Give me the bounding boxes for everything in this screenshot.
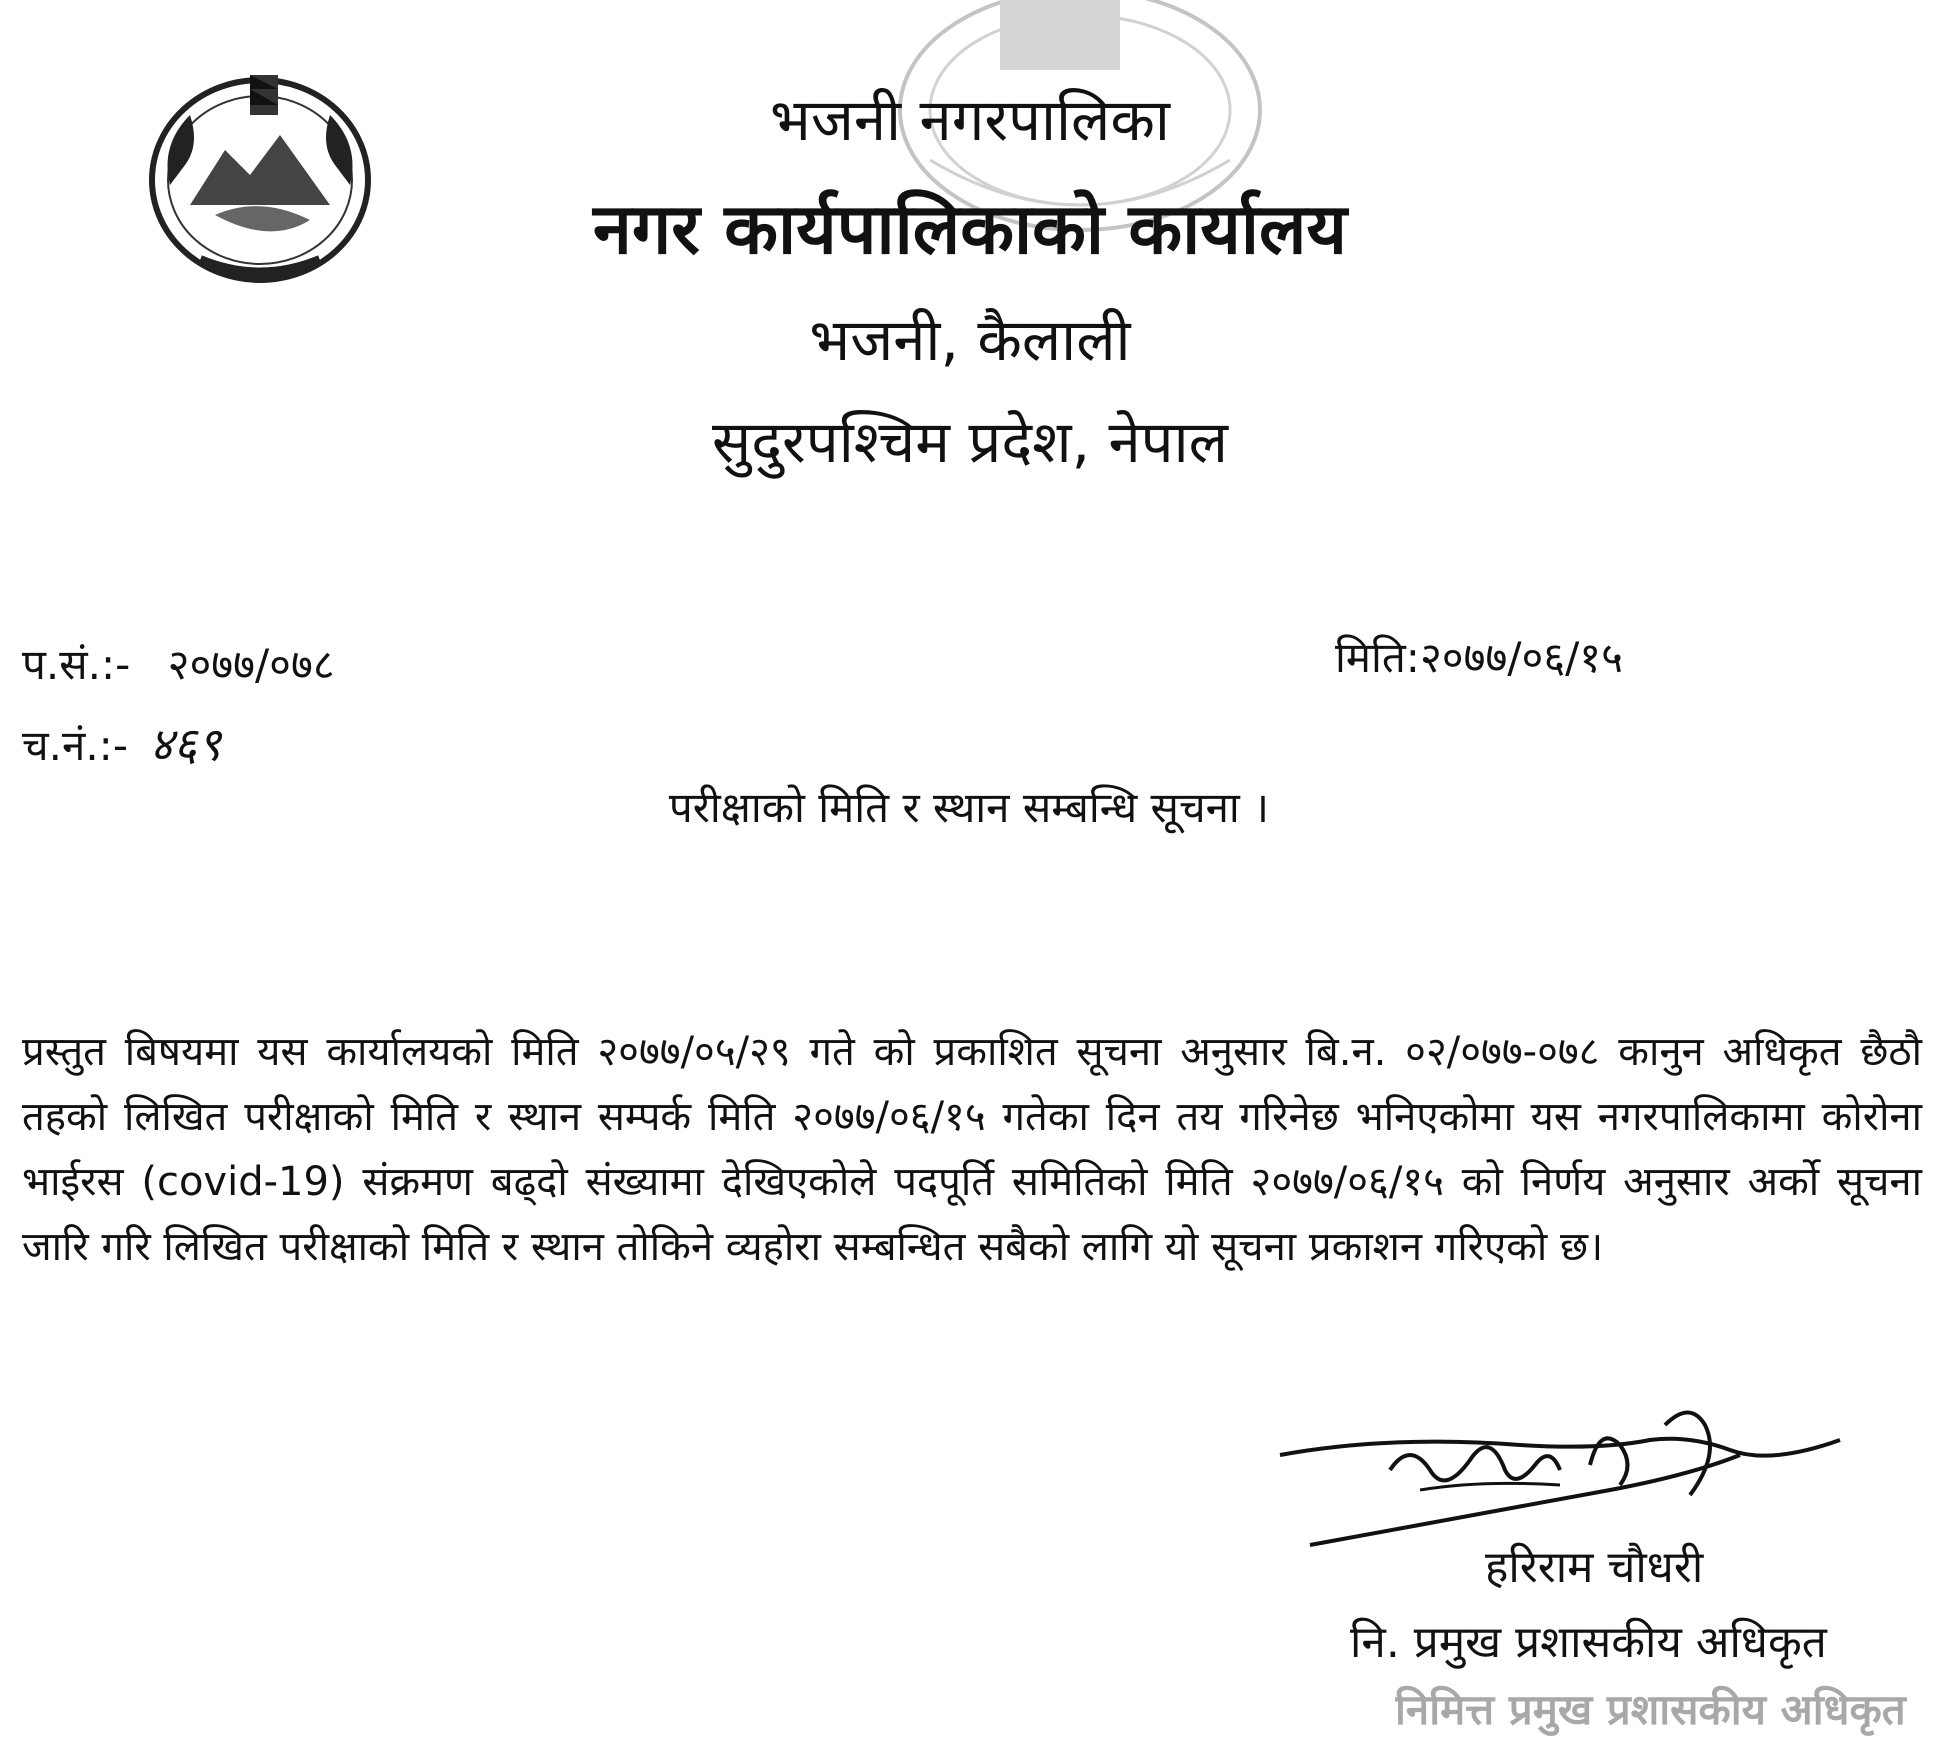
designation-stamp: निमित्त प्रमुख प्रशासकीय अधिकृत xyxy=(1395,1685,1906,1734)
handwritten-signature xyxy=(1270,1395,1850,1555)
reference-number xyxy=(22,635,335,692)
province-country: सुदुरपश्चिम प्रदेश, नेपाल xyxy=(712,408,1228,476)
notice-body: प्रस्तुत बिषयमा यस कार्यालयको मिति २०७७/०५/२९ गते को प्रकाशित सूचना अनुसार बि.न. ०२/०७७-०७८ कानुन अधिकृत छैठौ तहको लिखित परीक्षाको मिति र स्थान सम्पर्क मिति २०७७/०६/१५ गतेका दिन तय गरिनेछ भनिएकोमा यस नगरपालिकामा कोरोना भाईरस (covid-19) संक्रमण बढ्दो संख्यामा देखिएकोले पदपूर्ति समितिको मिति २०७७/०६/१५ को निर्णय अनुसार अर्को सूचना जारि गरि लिखित परीक्षाको मिति र स्थान तोकिने व्यहोरा सम्बन्धित सबैको लागि यो सूचना प्रकाशन गरिएको छ। xyxy=(22,1029,1922,1270)
notice-subject: परीक्षाको मिति र स्थान सम्बन्धि सूचना । xyxy=(668,783,1270,832)
signatory-name: हरिराम चौधरी xyxy=(1485,1542,1704,1593)
office-address: भजनी, कैलाली xyxy=(809,306,1131,374)
date-label: मिति: xyxy=(1335,633,1420,682)
chalan-value: ४६९ xyxy=(149,717,222,771)
reference-label: प.सं.:- xyxy=(22,640,131,689)
chalan-label: च.नं.:- xyxy=(22,721,128,770)
office-title: नगर कार्यपालिकाको कार्यालय xyxy=(592,188,1348,270)
notice-date xyxy=(1335,628,1623,685)
signatory-title: नि. प्रमुख प्रशासकीय अधिकृत xyxy=(1350,1617,1827,1668)
date-value: २०७७/०६/१५ xyxy=(1419,633,1623,682)
chalan-number xyxy=(22,712,221,774)
reference-value: २०७७/०७८ xyxy=(167,640,335,689)
municipality-name: भजनी नगरपालिका xyxy=(770,86,1170,154)
